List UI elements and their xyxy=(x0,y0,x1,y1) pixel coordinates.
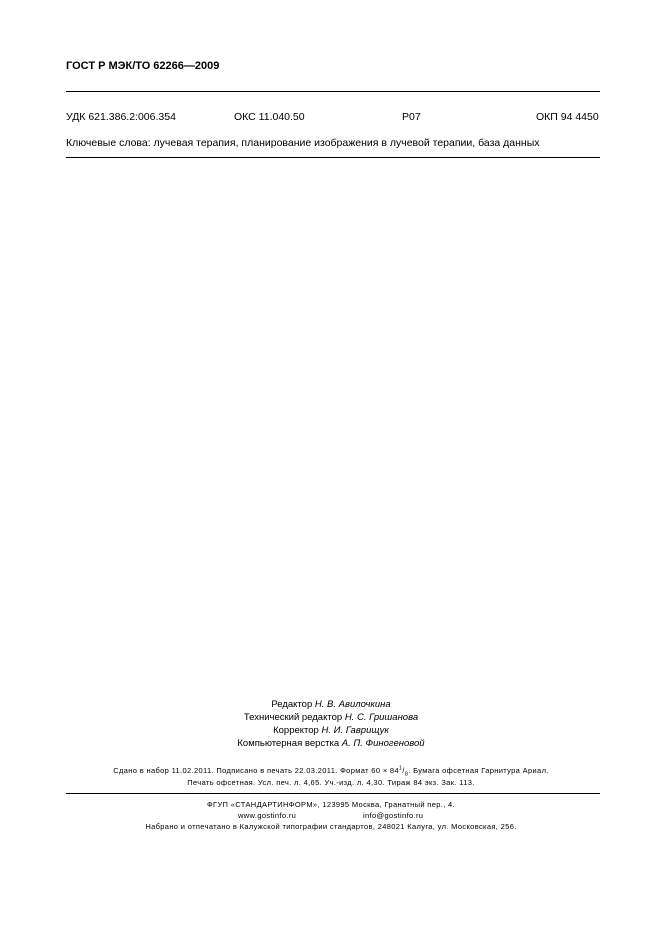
keywords-divider xyxy=(66,157,600,158)
imprint-text-post: . Бумага офсетная Гарнитура Ариал. xyxy=(408,766,549,775)
format-numerator: 1 xyxy=(398,765,403,772)
credit-name: Н. И. Гаврищук xyxy=(321,725,389,736)
credit-tech-editor xyxy=(0,711,662,724)
credit-name: А. П. Финогеновой xyxy=(341,738,425,749)
oks-code: ОКС 11.040.50 xyxy=(234,111,305,123)
imprint-text-pre: Сдано в набор 11.02.2011. Подписано в печать 22.03.2011. Формат 60 × 84 xyxy=(113,766,399,775)
credit-proofreader xyxy=(0,724,662,737)
credit-role: Корректор xyxy=(273,725,319,736)
format-denominator: 8 xyxy=(404,771,409,778)
okp-code: ОКП 94 4450 xyxy=(536,111,599,123)
group-code: Р07 xyxy=(402,111,421,123)
publisher-email: info@gostinfo.ru xyxy=(363,811,424,820)
top-divider xyxy=(66,91,600,92)
credit-role: Компьютерная верстка xyxy=(237,738,340,749)
credits-block xyxy=(0,698,662,750)
imprint-line-1: Сдано в набор 11.02.2011. Подписано в печать 22.03.2011. Формат $60 \times 84^1/_8$. Бумага офсетная Гарнитура Ариал. xyxy=(113,765,549,778)
document-code: ГОСТ Р МЭК/ТО 62266—2009 xyxy=(66,60,220,72)
imprint-line-2: Печать офсетная. Усл. печ. л. 4,65. Уч.-изд. л. 4,30. Тираж 84 экз. Зак. 113. xyxy=(187,778,475,787)
credit-editor xyxy=(0,698,662,711)
credit-role: Технический редактор xyxy=(243,712,343,723)
credit-name: Н. С. Гришанова xyxy=(344,712,419,723)
credit-name: Н. В. Авилочкина xyxy=(314,699,391,710)
publisher-line: ФГУП «СТАНДАРТИНФОРМ», 123995 Москва, Гранатный пер., 4. xyxy=(206,800,456,809)
publisher-website: www.gostinfo.ru xyxy=(238,811,297,820)
imprint-divider xyxy=(66,793,600,794)
credit-role: Редактор xyxy=(271,699,313,710)
credit-layout xyxy=(0,737,662,750)
keywords-line: Ключевые слова: лучевая терапия, планирование изображения в лучевой терапии, база данных xyxy=(66,137,540,149)
printing-house-line: Набрано и отпечатано в Калужской типографии стандартов, 248021 Калуга, ул. Московская, 256. xyxy=(145,822,517,831)
udk-code: УДК 621.386.2:006.354 xyxy=(66,111,176,123)
